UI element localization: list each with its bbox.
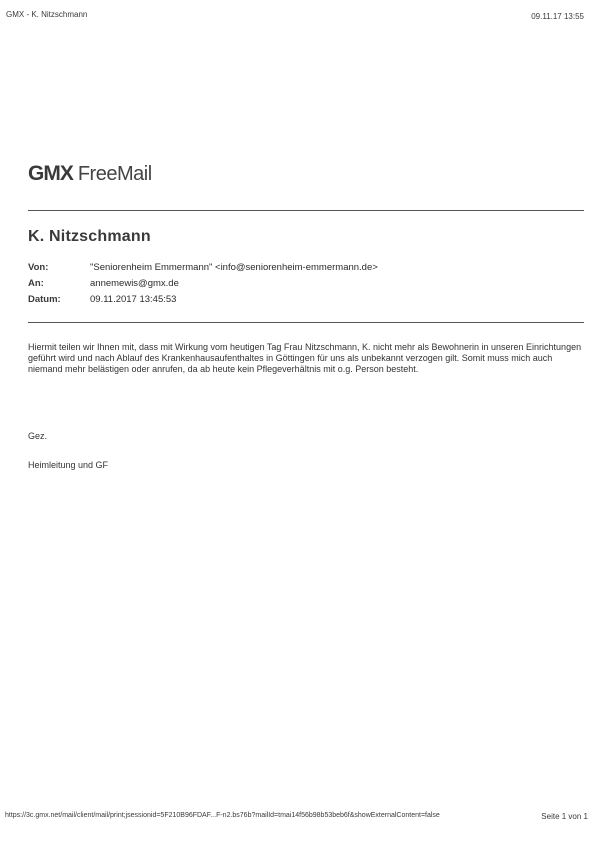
print-footer-page: Seite 1 von 1	[541, 812, 588, 821]
from-row	[28, 262, 378, 273]
signature-gez: Gez.	[28, 431, 48, 441]
to-row	[28, 278, 179, 289]
from-value: "Seniorenheim Emmermann" <info@seniorenheim-emmermann.de>	[90, 262, 378, 273]
print-header-title: GMX - K. Nitzschmann	[6, 10, 88, 19]
signature-name: Heimleitung und GF	[28, 460, 109, 470]
header-divider	[28, 210, 584, 211]
email-body: Hiermit teilen wir Ihnen mit, dass mit Wirkung vom heutigen Tag Frau Nitzschmann, K. nicht mehr als Bewohnerin in unseren Einrichtungen geführt wird und nach Ablauf des Krankenhausaufenthaltes in Göttingen für uns als unbekannt verzogen gilt. Somit muss mich auch niemand mehr belästigen oder anrufen, da ab heute kein Pflegeverhältnis mit o.g. Person besteht.	[28, 342, 582, 374]
date-label: Datum:	[28, 294, 61, 305]
meta-divider	[28, 322, 584, 323]
to-label: An:	[28, 278, 44, 289]
logo-brand: GMX	[28, 162, 73, 185]
from-label: Von:	[28, 262, 49, 273]
to-value: annemewis@gmx.de	[90, 278, 179, 289]
date-value: 09.11.2017 13:45:53	[90, 294, 177, 305]
logo-product: FreeMail	[77, 163, 152, 185]
email-subject: K. Nitzschmann	[28, 228, 151, 245]
print-header-datetime: 09.11.17 13:55	[531, 12, 584, 21]
print-footer-url: https://3c.gmx.net/mail/client/mail/print;jsessionid=5F210B96FDAF...F-n2.bs76b?mailId=tmai14f56b98b53beb6f&showExternalContent=false	[5, 812, 440, 819]
gmx-freemail-logo	[28, 162, 152, 192]
date-row	[28, 294, 176, 305]
